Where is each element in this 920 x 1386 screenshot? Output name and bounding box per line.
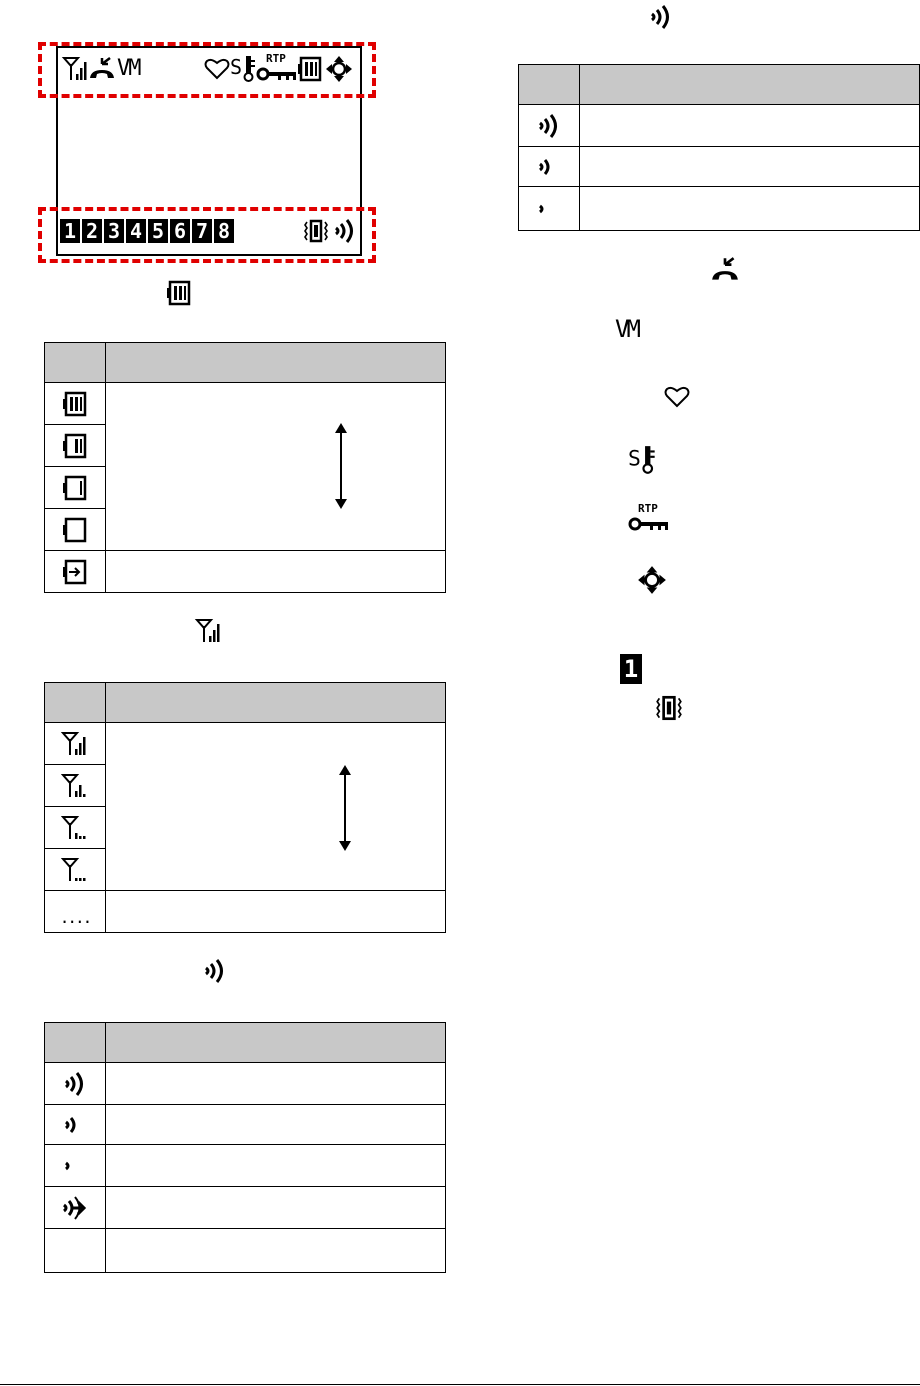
svg-text:S: S (230, 55, 243, 79)
line-key-1-icon: 1 (620, 654, 642, 684)
volume-high-desc (580, 105, 920, 147)
ring-off-desc (106, 1229, 446, 1273)
signal-section-icon (195, 618, 223, 644)
battery-row-two-thirds (45, 425, 106, 467)
secure-s-icon (628, 444, 660, 476)
signal-row-two-thirds (45, 765, 106, 807)
signal-none-icon (61, 857, 89, 883)
signal-row-full (45, 723, 106, 765)
signal-table-header-desc (106, 683, 446, 723)
signal-level-range-cell (106, 723, 446, 891)
ring-forward-desc (106, 1187, 446, 1229)
battery-full-icon (63, 391, 87, 417)
signal-strength-table (44, 682, 446, 933)
missed-call-icon (88, 56, 116, 82)
voicemail-icon: VM (615, 315, 638, 343)
vibrate-icon (302, 218, 330, 244)
volume-row-medium (519, 147, 580, 187)
ring-row-off (45, 1229, 106, 1273)
navigation-key-icon (324, 54, 354, 84)
ring-high-desc (106, 1063, 446, 1105)
ring-forward-icon (61, 1195, 89, 1221)
ring-table-header-desc (106, 1023, 446, 1063)
signal-row-none (45, 849, 106, 891)
ring-table-header-icon (45, 1023, 106, 1063)
line-key-2: 2 (82, 219, 102, 243)
battery-level-range-cell (106, 383, 446, 551)
volume-section-icon (648, 4, 674, 30)
ring-volume-low-icon (62, 1153, 88, 1179)
battery-row-charging (45, 551, 106, 593)
rtp-legend-label: RTP (638, 502, 658, 515)
signal-two-thirds-icon (61, 773, 89, 799)
signal-row-no-signal (45, 891, 106, 933)
favorite-heart-icon (664, 386, 690, 408)
svg-text:S: S (628, 446, 641, 472)
rtp-key-icon (628, 502, 670, 534)
ring-row-medium (45, 1105, 106, 1145)
up-down-arrow-icon (332, 423, 350, 509)
rtp-key-icon (256, 52, 298, 84)
missed-call-icon (710, 256, 740, 284)
ringer-status-table (44, 1022, 446, 1273)
line-key-8: 8 (214, 219, 234, 243)
signal-no-signal-desc (106, 891, 446, 933)
battery-table-header-desc (106, 343, 446, 383)
ring-medium-desc (106, 1105, 446, 1145)
battery-row-full (45, 383, 106, 425)
no-signal-dots-icon: .... (59, 908, 91, 927)
line-key-6: 6 (170, 219, 190, 243)
voicemail-label: VM (117, 56, 140, 81)
ring-volume-table (518, 64, 920, 231)
battery-section-icon (167, 280, 191, 306)
signal-full-icon (62, 56, 90, 82)
footer-rule (0, 1384, 920, 1385)
ring-volume-high-icon (536, 113, 562, 139)
navigation-key-icon (636, 564, 668, 596)
volume-table-header-icon (519, 65, 580, 105)
signal-row-one-third (45, 807, 106, 849)
up-down-arrow-icon (336, 765, 354, 851)
battery-charging-icon (63, 559, 87, 585)
battery-charging-desc (106, 551, 446, 593)
signal-table-header-icon (45, 683, 106, 723)
volume-row-high (519, 105, 580, 147)
ring-volume-high-icon (332, 218, 358, 244)
line-key-4: 4 (126, 219, 146, 243)
battery-row-empty (45, 509, 106, 551)
battery-empty-icon (63, 517, 87, 543)
line-key-5: 5 (148, 219, 168, 243)
battery-row-one-third (45, 467, 106, 509)
ring-row-forward (45, 1187, 106, 1229)
volume-low-desc (580, 187, 920, 231)
ring-volume-low-icon (536, 196, 562, 222)
battery-level-table (44, 342, 446, 593)
signal-one-third-icon (61, 815, 89, 841)
line-keys-row (60, 219, 236, 243)
ring-volume-high-icon (62, 1071, 88, 1097)
line-key-3: 3 (104, 219, 124, 243)
battery-one-third-icon (63, 475, 87, 501)
volume-table-header-desc (580, 65, 920, 105)
line-key-1: 1 (60, 219, 80, 243)
favorite-heart-icon (204, 58, 230, 80)
battery-table-header-icon (45, 343, 106, 383)
line-key-7: 7 (192, 219, 212, 243)
volume-medium-desc (580, 147, 920, 187)
ring-section-icon (202, 958, 228, 984)
ring-row-low (45, 1145, 106, 1187)
ring-volume-medium-icon (536, 154, 562, 180)
ring-low-desc (106, 1145, 446, 1187)
battery-full-icon (298, 56, 322, 82)
vibrate-icon (654, 694, 684, 722)
signal-full-icon (61, 731, 89, 757)
ring-volume-medium-icon (62, 1112, 88, 1138)
ring-row-high (45, 1063, 106, 1105)
volume-row-low (519, 187, 580, 231)
rtp-label: RTP (266, 52, 286, 65)
battery-two-thirds-icon (63, 433, 87, 459)
